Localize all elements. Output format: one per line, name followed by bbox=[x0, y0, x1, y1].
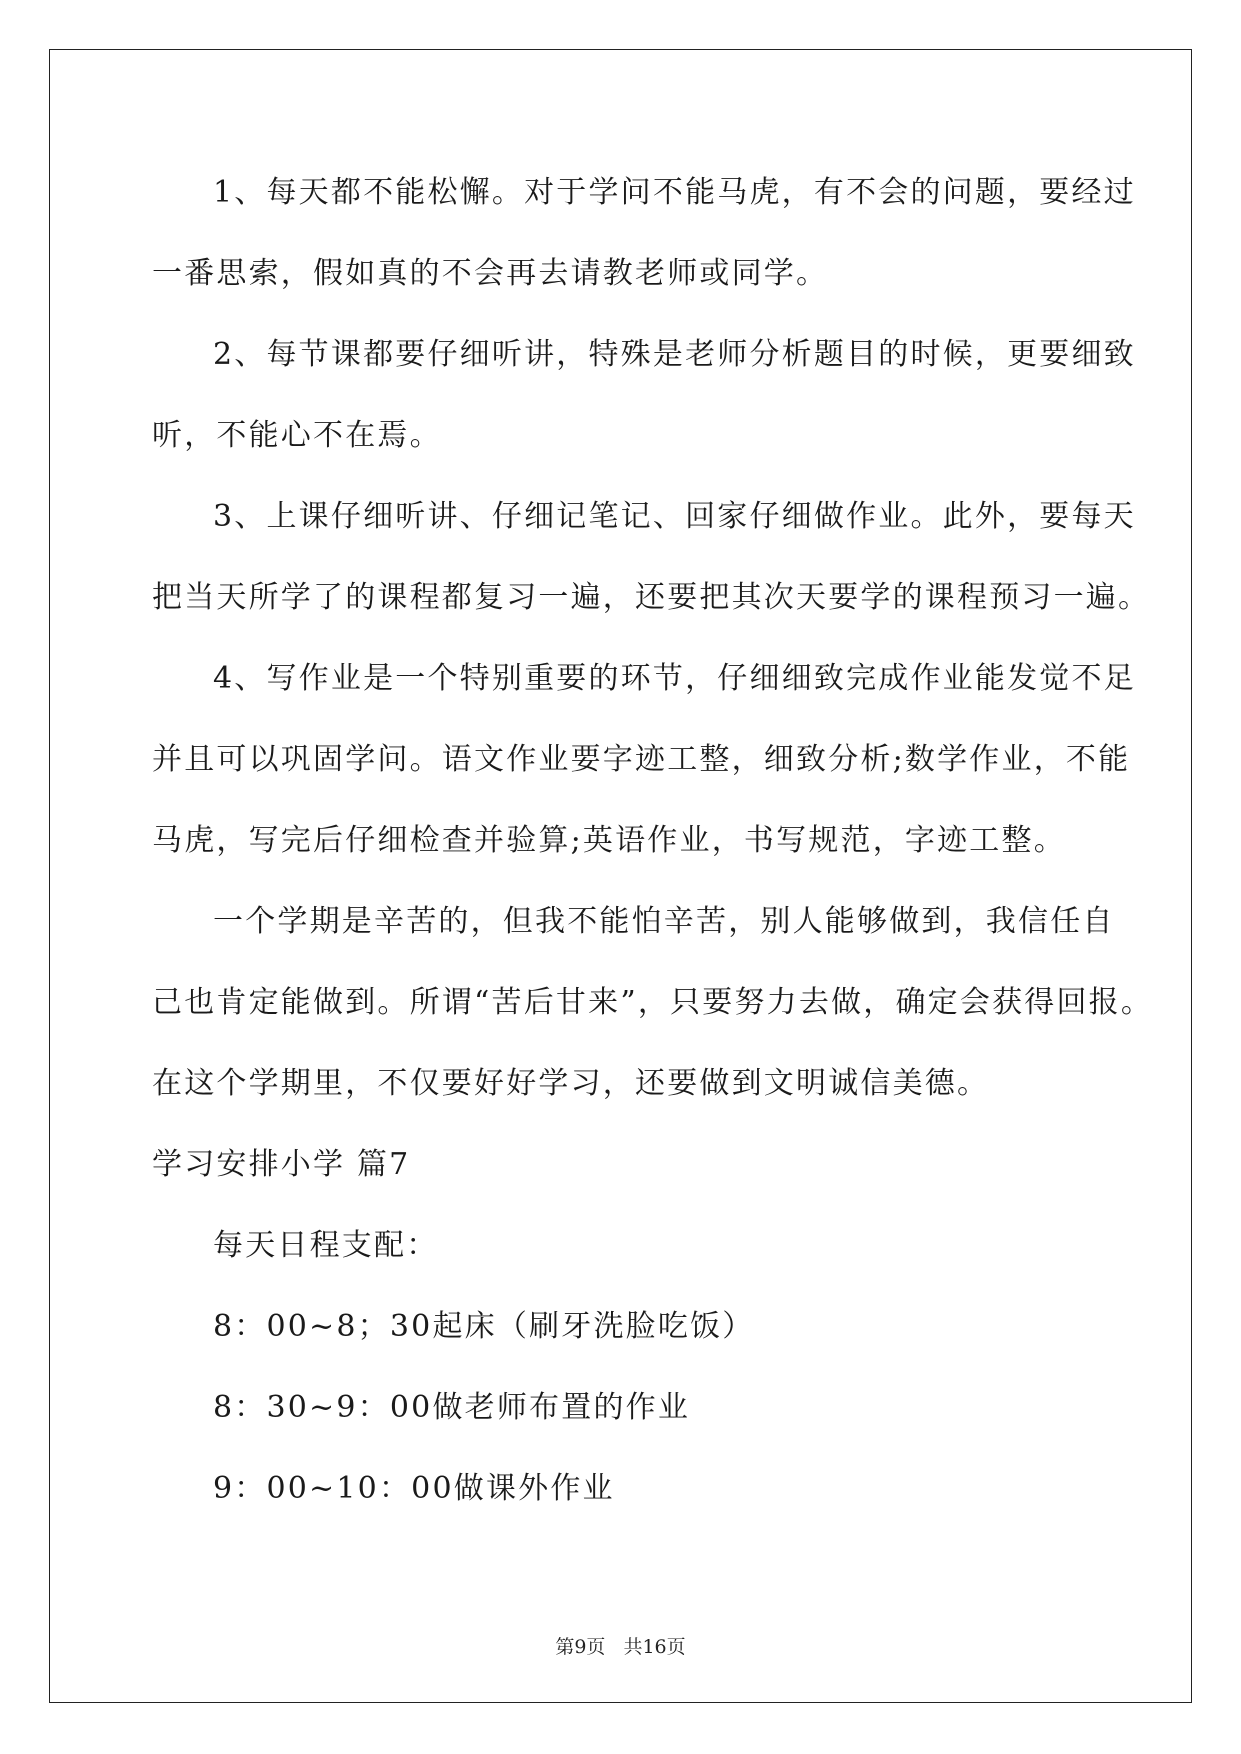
paragraph-line: 并且可以巩固学问。语文作业要字迹工整，细致分析;数学作业，不能 bbox=[152, 742, 1131, 777]
paragraph-line: 把当天所学了的课程都复习一遍，还要把其次天要学的课程预习一遍。 bbox=[152, 580, 1151, 615]
schedule-item: 9：00~10：00做课外作业 bbox=[213, 1471, 615, 1506]
paragraph-line: 1、每天都不能松懈。对于学问不能马虎，有不会的问题，要经过 bbox=[213, 175, 1136, 210]
paragraph-line: 在这个学期里，不仅要好好学习，还要做到文明诚信美德。 bbox=[152, 1066, 990, 1101]
paragraph-line: 2、每节课都要仔细听讲，特殊是老师分析题目的时候，更要细致 bbox=[213, 337, 1136, 372]
schedule-heading: 每天日程支配： bbox=[213, 1228, 439, 1263]
paragraph-line: 听，不能心不在焉。 bbox=[152, 418, 442, 453]
page-total: 共16页 bbox=[623, 1636, 686, 1658]
document-body bbox=[152, 158, 1154, 1535]
paragraph-line: 3、上课仔细听讲、仔细记笔记、回家仔细做作业。此外，要每天 bbox=[213, 499, 1136, 534]
paragraph-line: 4、写作业是一个特别重要的环节，仔细细致完成作业能发觉不足 bbox=[213, 661, 1136, 696]
schedule-item: 8：30~9：00做老师布置的作业 bbox=[213, 1390, 691, 1425]
paragraph-line: 马虎，写完后仔细检查并验算;英语作业，书写规范，字迹工整。 bbox=[152, 823, 1066, 858]
page-number: 第9页 bbox=[555, 1636, 606, 1658]
schedule-item: 8：00~8；30起床（刷牙洗脸吃饭） bbox=[213, 1309, 755, 1344]
section-heading: 学习安排小学 篇7 bbox=[152, 1147, 411, 1182]
page-footer bbox=[0, 1632, 1241, 1659]
paragraph-line: 一个学期是辛苦的，但我不能怕辛苦，别人能够做到，我信任自 bbox=[213, 904, 1115, 939]
paragraph-line: 己也肯定能做到。所谓“苦后甘来”，只要努力去做，确定会获得回报。 bbox=[152, 985, 1154, 1020]
paragraph-line: 一番思索，假如真的不会再去请教老师或同学。 bbox=[152, 256, 829, 291]
